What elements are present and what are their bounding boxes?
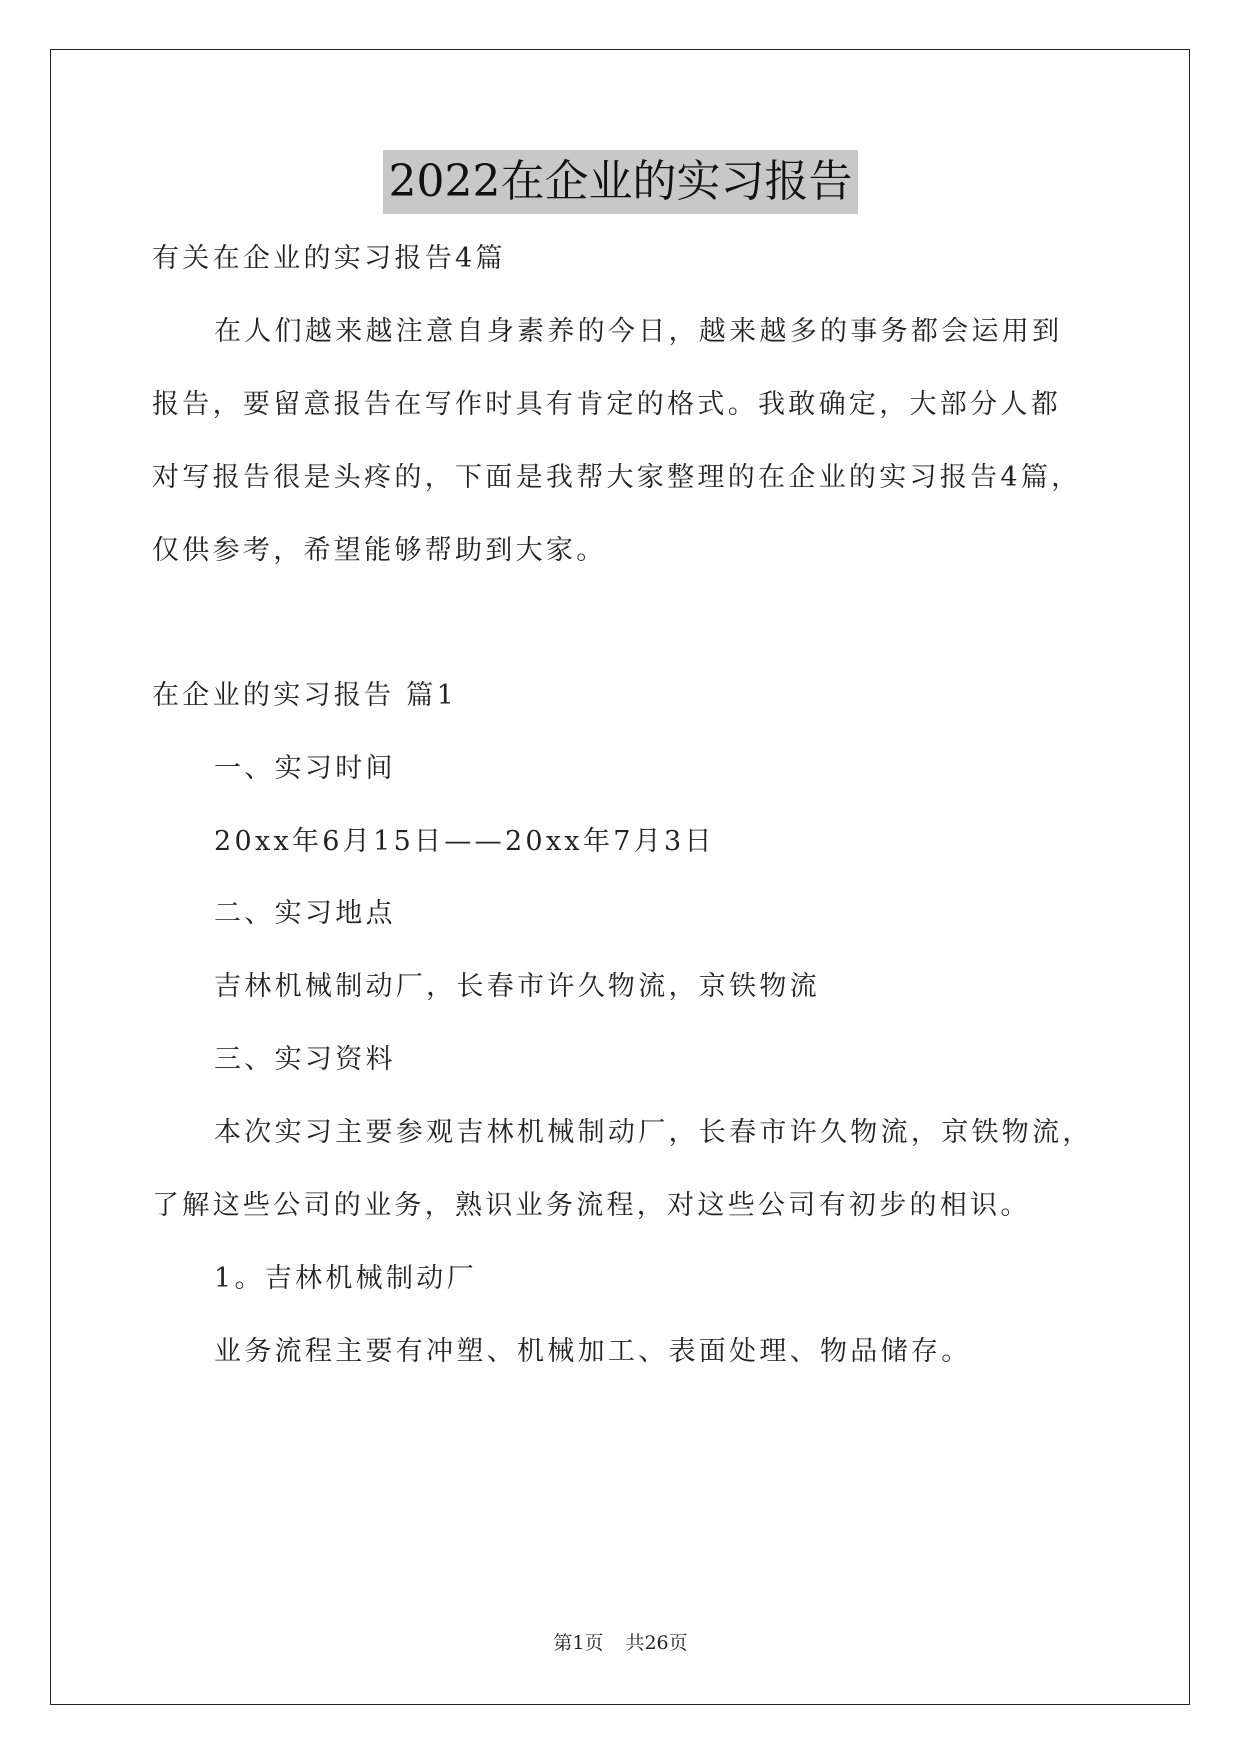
section-title: 在企业的实习报告 篇1: [152, 680, 458, 711]
sub1-text: 业务流程主要有冲塑、机械加工、表面处理、物品储存。: [214, 1336, 972, 1367]
intro-line-2: 报告，要留意报告在写作时具有肯定的格式。我敢确定，大部分人都: [152, 389, 1061, 420]
content-line-2: 了解这些公司的业务，熟识业务流程，对这些公司有初步的相识。: [152, 1190, 1031, 1221]
content-heading: 三、实习资料: [214, 1044, 396, 1075]
intro-line-3: 对写报告很是头疼的，下面是我帮大家整理的在企业的实习报告4篇，: [152, 462, 1082, 493]
intro-line-4: 仅供参考，希望能够帮助到大家。: [152, 535, 607, 566]
document-title: 2022在企业的实习报告: [383, 150, 859, 214]
page-footer: [0, 1628, 1241, 1655]
page-total: 共26页: [625, 1632, 688, 1654]
subtitle: 有关在企业的实习报告4篇: [152, 243, 506, 274]
page-border: [50, 49, 1190, 1705]
place-heading: 二、实习地点: [214, 898, 396, 929]
intro-line-1: 在人们越来越注意自身素养的今日，越来越多的事务都会运用到: [214, 316, 1063, 347]
title-wrap: [0, 150, 1241, 214]
time-value: 20xx年6月15日——20xx年7月3日: [214, 826, 715, 857]
content-line-1: 本次实习主要参观吉林机械制动厂，长春市许久物流，京铁物流，: [214, 1117, 1093, 1148]
time-heading: 一、实习时间: [214, 753, 396, 784]
place-value: 吉林机械制动厂，长春市许久物流，京铁物流: [214, 971, 820, 1002]
sub1-heading: 1。吉林机械制动厂: [214, 1263, 477, 1294]
page-number: 第1页: [553, 1632, 604, 1654]
